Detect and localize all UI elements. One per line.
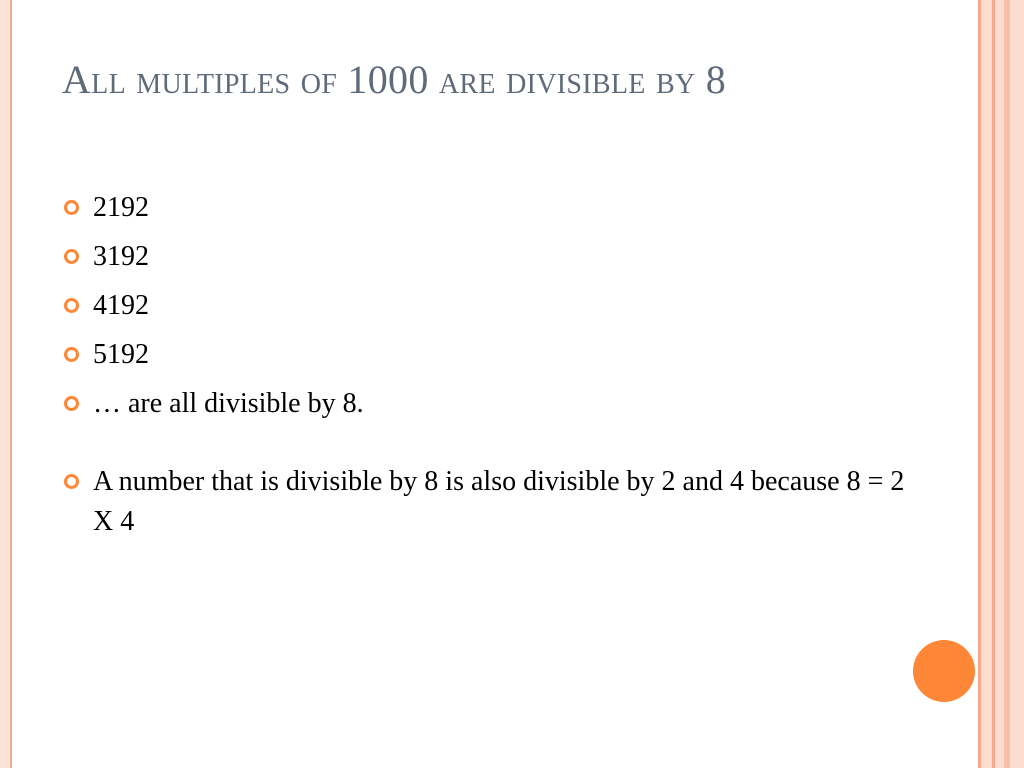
decorative-orange-circle xyxy=(913,640,975,702)
right-frame-band xyxy=(981,0,1024,768)
right-frame-stripe xyxy=(1004,0,1010,768)
slide-title: All multiples of 1000 are divisible by 8 xyxy=(62,57,727,102)
list-item xyxy=(62,462,922,542)
bullet-text: 2192 xyxy=(93,192,149,223)
bullet-circle-icon xyxy=(64,249,79,264)
bullet-list xyxy=(62,188,922,551)
list-item xyxy=(62,335,922,375)
list-item xyxy=(62,188,922,228)
bullet-circle-icon xyxy=(64,474,79,489)
bullet-text: 5192 xyxy=(93,339,149,370)
left-frame-line xyxy=(10,0,12,768)
bullet-circle-icon xyxy=(64,200,79,215)
list-item xyxy=(62,237,922,277)
list-item xyxy=(62,286,922,326)
bullet-text: A number that is divisible by 8 is also divisible by 2 and 4 because 8 = 2 X 4 xyxy=(93,466,905,537)
right-frame-stripe xyxy=(992,0,995,768)
list-item xyxy=(62,384,922,424)
bullet-circle-icon xyxy=(64,396,79,411)
bullet-text: … are all divisible by 8. xyxy=(93,388,364,419)
bullet-text: 4192 xyxy=(93,290,149,321)
left-frame-band xyxy=(0,0,10,768)
bullet-circle-icon xyxy=(64,347,79,362)
bullet-circle-icon xyxy=(64,298,79,313)
bullet-text: 3192 xyxy=(93,241,149,272)
